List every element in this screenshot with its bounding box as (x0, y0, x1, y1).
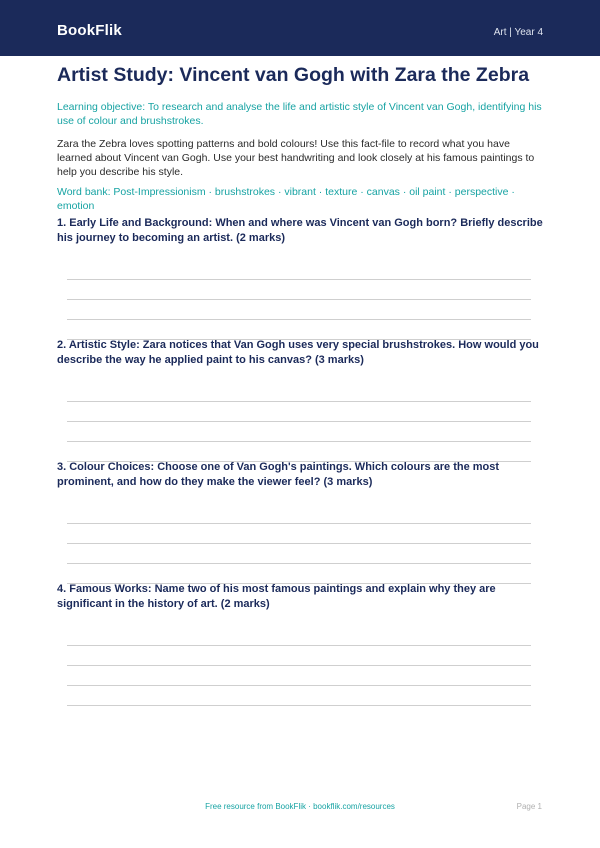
answer-line[interactable] (67, 523, 531, 524)
subject-year-label: Art | Year 4 (493, 27, 543, 38)
answer-line[interactable] (67, 299, 531, 300)
answer-line[interactable] (67, 441, 531, 442)
answer-line[interactable] (67, 421, 531, 422)
brand-logo-text[interactable]: BookFlik (57, 22, 122, 39)
page-number: Page 1 (516, 802, 542, 811)
answer-line[interactable] (67, 279, 531, 280)
answer-line[interactable] (67, 705, 531, 706)
answer-line[interactable] (67, 685, 531, 686)
question-2: 2. Artistic Style: Zara notices that Van Gogh uses very special brushstrokes. How would you describe the way he applied paint to his canvas? (3 marks) (57, 339, 539, 366)
question-3: 3. Colour Choices: Choose one of Van Gogh's paintings. Which colours are the most prominent, and how do they make the viewer feel? (3 marks) (57, 461, 500, 488)
answer-line[interactable] (67, 563, 531, 564)
answer-line[interactable] (67, 543, 531, 544)
answer-line[interactable] (67, 665, 531, 666)
page-title: Artist Study: Vincent van Gogh with Zara the Zebra (57, 64, 530, 86)
question-1: 1. Early Life and Background: When and where was Vincent van Gogh born? Briefly describe his journey to becoming an artist. (2 marks) (57, 217, 543, 244)
answer-line[interactable] (67, 645, 531, 646)
question-4: 4. Famous Works: Name two of his most famous paintings and explain why they are significant in the history of art. (2 marks) (57, 583, 496, 610)
answer-line[interactable] (67, 401, 531, 402)
learning-objective: Learning objective: To research and analyse the life and artistic style of Vincent van Gogh, identifying his use of colour and brushstrokes. (57, 101, 542, 127)
header-bar (0, 0, 600, 56)
answer-line[interactable] (67, 319, 531, 320)
word-bank: Word bank: Post-Impressionism · brushstrokes · vibrant · texture · canvas · oil paint · perspective · emotion (57, 186, 515, 212)
intro-paragraph: Zara the Zebra loves spotting patterns and bold colours! Use this fact-file to record what you have learned about Vincent van Gogh. Use your best handwriting and look closely at his famous paintings to help you describe his style. (57, 138, 535, 178)
footer-link[interactable]: Free resource from BookFlik · bookflik.com/resources (205, 802, 395, 811)
